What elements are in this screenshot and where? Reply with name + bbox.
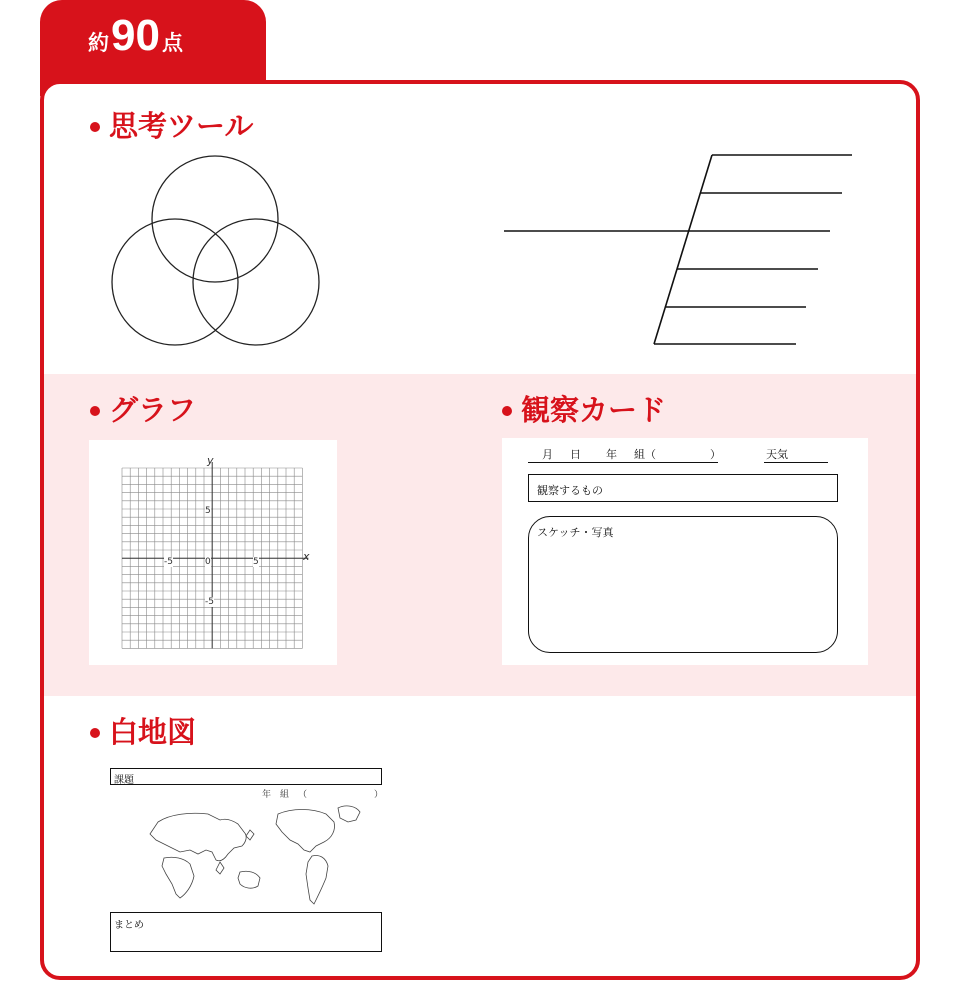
world-map-outline bbox=[128, 800, 368, 910]
observation-card bbox=[502, 438, 868, 665]
graph-label-x-pos5: 5 bbox=[253, 557, 259, 567]
score-number: 90 bbox=[111, 11, 160, 60]
score-prefix: 約 bbox=[88, 31, 109, 55]
heading-observation-card-text: 観察カード bbox=[521, 393, 667, 427]
graph-label-x-neg5: -5 bbox=[164, 557, 173, 567]
obs-day-label: 日 bbox=[570, 448, 581, 461]
map-summary-label: まとめ bbox=[114, 920, 144, 931]
map-summary-box bbox=[110, 912, 382, 952]
obs-sketch-label: スケッチ・写真 bbox=[537, 526, 614, 539]
map-open-paren: （ bbox=[298, 790, 308, 800]
heading-blank-map-text: 白地図 bbox=[109, 715, 197, 749]
bullet-icon bbox=[90, 406, 100, 416]
obs-month-label: 月 bbox=[542, 448, 553, 461]
obs-subject-label: 観察するもの bbox=[537, 484, 603, 497]
continent-eurasia bbox=[150, 813, 246, 860]
obs-class-label: 組（ bbox=[634, 448, 656, 461]
fishbone-diagram bbox=[484, 139, 884, 359]
map-year-label: 年 bbox=[262, 790, 272, 800]
heading-graph bbox=[90, 393, 197, 427]
obs-close-paren: ） bbox=[710, 448, 721, 461]
obs-sketch-box bbox=[528, 516, 838, 653]
map-class-label: 組 bbox=[280, 790, 290, 800]
obs-weather-label: 天気 bbox=[766, 448, 788, 461]
map-topic-box bbox=[110, 768, 382, 785]
heading-thinking-tools-text: 思考ツール bbox=[109, 109, 254, 143]
graph-axis-y-label: y bbox=[207, 454, 214, 467]
continent-australia bbox=[238, 871, 260, 888]
graph-label-origin: 0 bbox=[205, 557, 211, 567]
continent-north-america bbox=[276, 810, 335, 853]
heading-observation-card bbox=[502, 393, 667, 427]
bullet-icon bbox=[90, 122, 100, 132]
venn-diagram bbox=[104, 144, 344, 354]
bullet-icon bbox=[502, 406, 512, 416]
graph-paper-card bbox=[89, 440, 337, 665]
score-tab-label bbox=[88, 11, 183, 60]
obs-weather-underline bbox=[764, 462, 828, 463]
obs-date-underline bbox=[528, 462, 718, 463]
continent-africa bbox=[162, 857, 194, 898]
graph-axis-x-label: x bbox=[303, 550, 310, 563]
map-close-paren: ） bbox=[374, 790, 384, 800]
island-greenland bbox=[338, 806, 360, 822]
continent-india bbox=[216, 862, 224, 874]
graph-label-y-neg5: -5 bbox=[205, 597, 214, 607]
blank-map-sheet bbox=[110, 764, 384, 954]
heading-thinking-tools bbox=[90, 109, 254, 143]
graph-grid bbox=[89, 440, 337, 665]
map-topic-label: 課題 bbox=[114, 775, 134, 786]
heading-graph-text: グラフ bbox=[109, 393, 197, 427]
bullet-icon bbox=[90, 728, 100, 738]
island-japan bbox=[246, 830, 254, 840]
obs-year-label: 年 bbox=[606, 448, 617, 461]
content-frame bbox=[40, 80, 920, 980]
fishbone-diagonal bbox=[654, 155, 712, 344]
obs-subject-box bbox=[528, 474, 838, 502]
continent-south-america bbox=[306, 855, 328, 904]
heading-blank-map bbox=[90, 715, 197, 749]
graph-label-y-pos5: 5 bbox=[205, 506, 211, 516]
score-suffix: 点 bbox=[161, 31, 183, 55]
